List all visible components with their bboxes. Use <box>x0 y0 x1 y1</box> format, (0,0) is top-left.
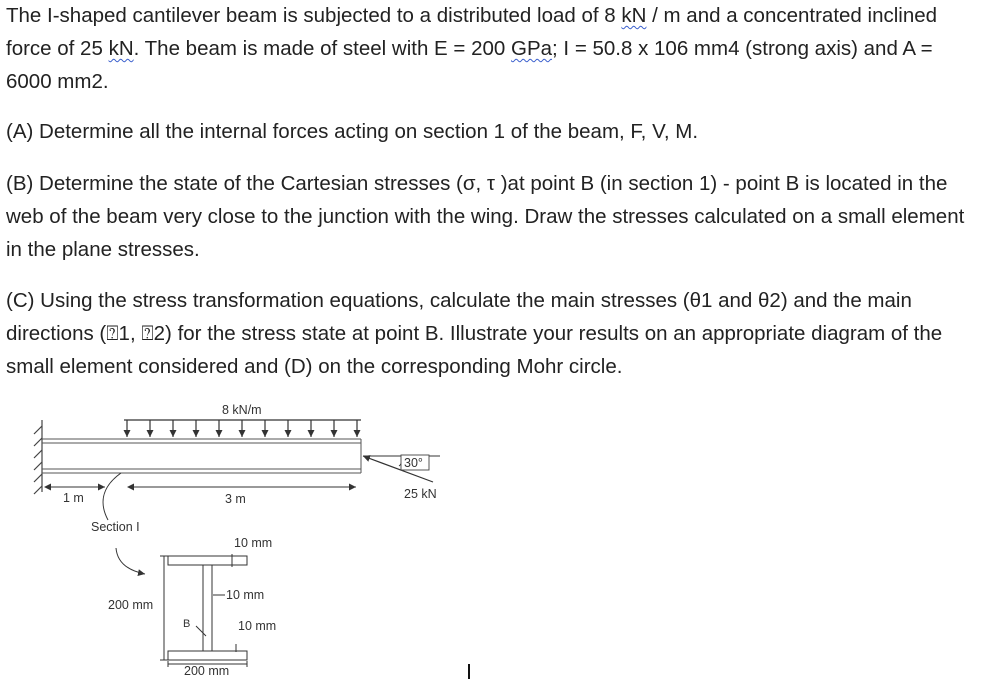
intro-text-a: The I-shaped cantilever beam is subjected to a distributed load of 8 <box>6 4 622 27</box>
intro-text-c: . The beam is made of steel with E = 200 <box>133 37 511 60</box>
unit-kn-2: kN <box>108 37 134 60</box>
section-pointer-upper <box>103 473 121 520</box>
distributed-load-label: 8 kN/m <box>222 403 262 417</box>
part-b-question: (B) Determine the state of the Cartesian stresses (σ, τ )at point B (in section 1) - point B is located in the web of the beam very close to the junction with the wing. Draw the stresses calculated on a small element in the plane stresses. <box>6 172 965 261</box>
height-label: 200 mm <box>108 598 154 612</box>
section-pointer-lower <box>116 548 145 574</box>
part-a-question: (A) Determine all the internal forces acting on section 1 of the beam, F, V, M. <box>6 120 699 143</box>
distributed-load-arrows <box>124 420 361 437</box>
part-c-question: (C) Using the stress transformation equations, calculate the main stresses (θ1 and θ2) and the main directions (⍰1, ⍰2) for the stress state at point B. Illustrate your results on an appropriate diagram of the small element considered and (D) on the corresponding Mohr circle. <box>6 289 943 378</box>
unit-gpa: GPa <box>511 37 553 60</box>
angle-label: 30° <box>404 456 423 470</box>
fixed-support-wall <box>34 420 42 494</box>
beam-body <box>42 439 361 473</box>
web-thickness-label: 10 mm <box>226 588 265 602</box>
text-cursor <box>468 664 470 679</box>
section-label: Section I <box>91 520 140 534</box>
point-b-label: B <box>183 618 191 630</box>
dimension-3m: 3 m <box>225 492 246 506</box>
flange-thickness-label: 10 mm <box>234 536 273 550</box>
bottom-flange-thickness-label: 10 mm <box>238 619 277 633</box>
unit-kn-1: kN <box>621 4 647 27</box>
intro-text-b: / m and a concentrated inclined force of 25 <box>6 4 938 60</box>
intro-text-d: ; I = 50.8 x 106 mm4 (strong axis) and A = 6000 mm2. <box>6 37 933 93</box>
dimension-1m: 1 m <box>63 491 84 505</box>
width-label: 200 mm <box>184 664 230 678</box>
force-label: 25 kN <box>404 487 437 501</box>
i-section-drawing <box>168 556 247 660</box>
